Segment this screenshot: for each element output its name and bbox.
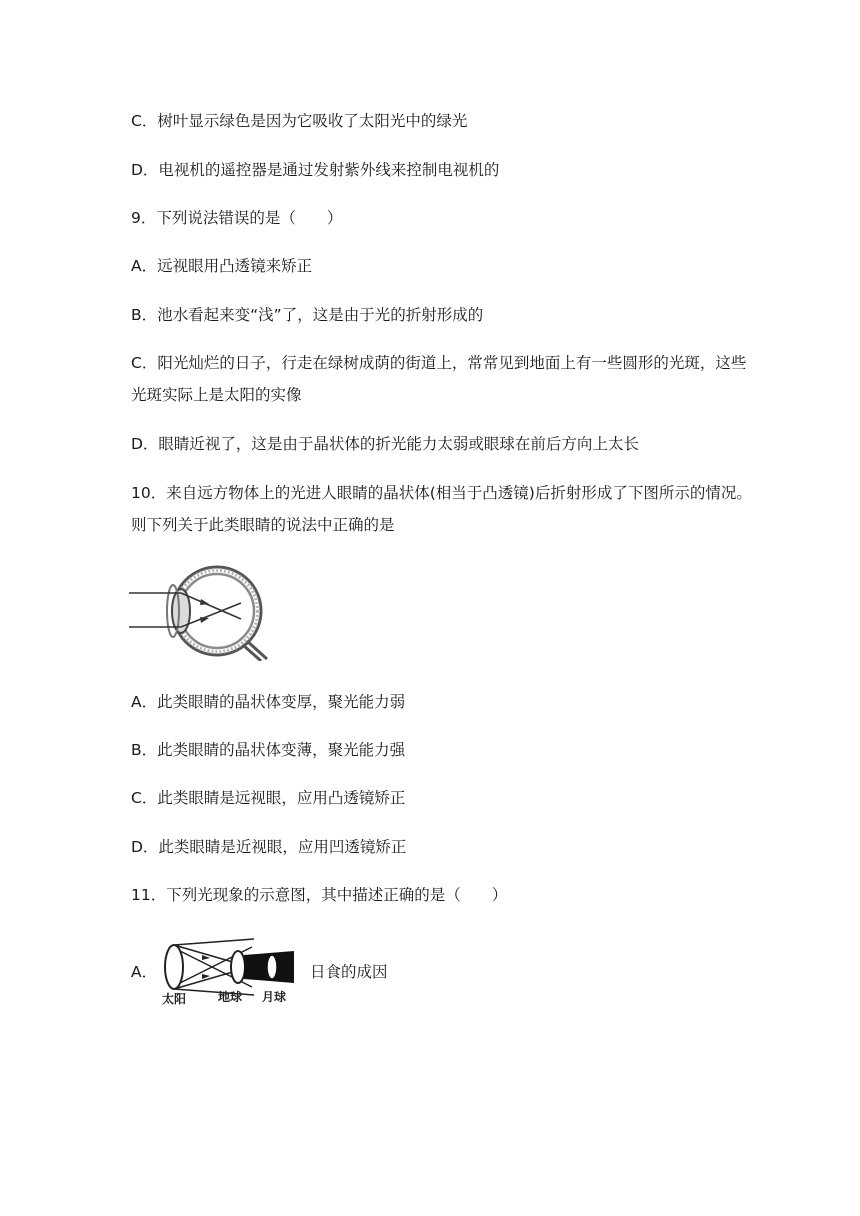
eye-diagram-figure — [129, 565, 271, 661]
option-9d: D．眼睛近视了，这是由于晶状体的折光能力太弱或眼球在前后方向上太长 — [131, 435, 639, 453]
earth-shape — [231, 951, 245, 983]
question-10-line1: 10．来自远方物体上的光进人眼睛的晶状体(相当于凸透镜)后折射形成了下图所示的情况。 — [131, 484, 752, 502]
option-10b: B．此类眼睛的晶状体变薄，聚光能力强 — [131, 741, 406, 759]
option-9b: B．池水看起来变“浅”了，这是由于光的折射形成的 — [131, 306, 484, 324]
option-8d: D．电视机的遥控器是通过发射紫外线来控制电视机的 — [131, 161, 500, 179]
moon-label: 月球 — [262, 990, 287, 1004]
question-10-line2: 则下列关于此类眼睛的说法中正确的是 — [131, 516, 395, 534]
option-9c-line2: 光斑实际上是太阳的实像 — [131, 386, 302, 404]
option-11a-label: A． — [131, 963, 158, 981]
option-9a: A．远视眼用凸透镜来矫正 — [131, 257, 313, 275]
eclipse-diagram-figure — [158, 937, 298, 1009]
sun-label: 太阳 — [162, 992, 187, 1006]
option-11a-text: 日食的成因 — [310, 963, 388, 981]
earth-label: 地球 — [218, 990, 243, 1004]
question-9: 9．下列说法错误的是（ ） — [131, 209, 343, 227]
question-11: 11．下列光现象的示意图，其中描述正确的是（ ） — [131, 886, 508, 904]
moon-shape — [267, 955, 277, 979]
option-10d: D．此类眼睛是近视眼，应用凹透镜矫正 — [131, 838, 407, 856]
option-10a: A．此类眼睛的晶状体变厚，聚光能力弱 — [131, 693, 406, 711]
option-8c: C．树叶显示绿色是因为它吸收了太阳光中的绿光 — [131, 112, 468, 130]
option-10c: C．此类眼睛是远视眼，应用凸透镜矫正 — [131, 789, 406, 807]
option-9c-line1: C．阳光灿烂的日子，行走在绿树成荫的街道上，常常见到地面上有一些圆形的光斑，这些 — [131, 354, 747, 372]
